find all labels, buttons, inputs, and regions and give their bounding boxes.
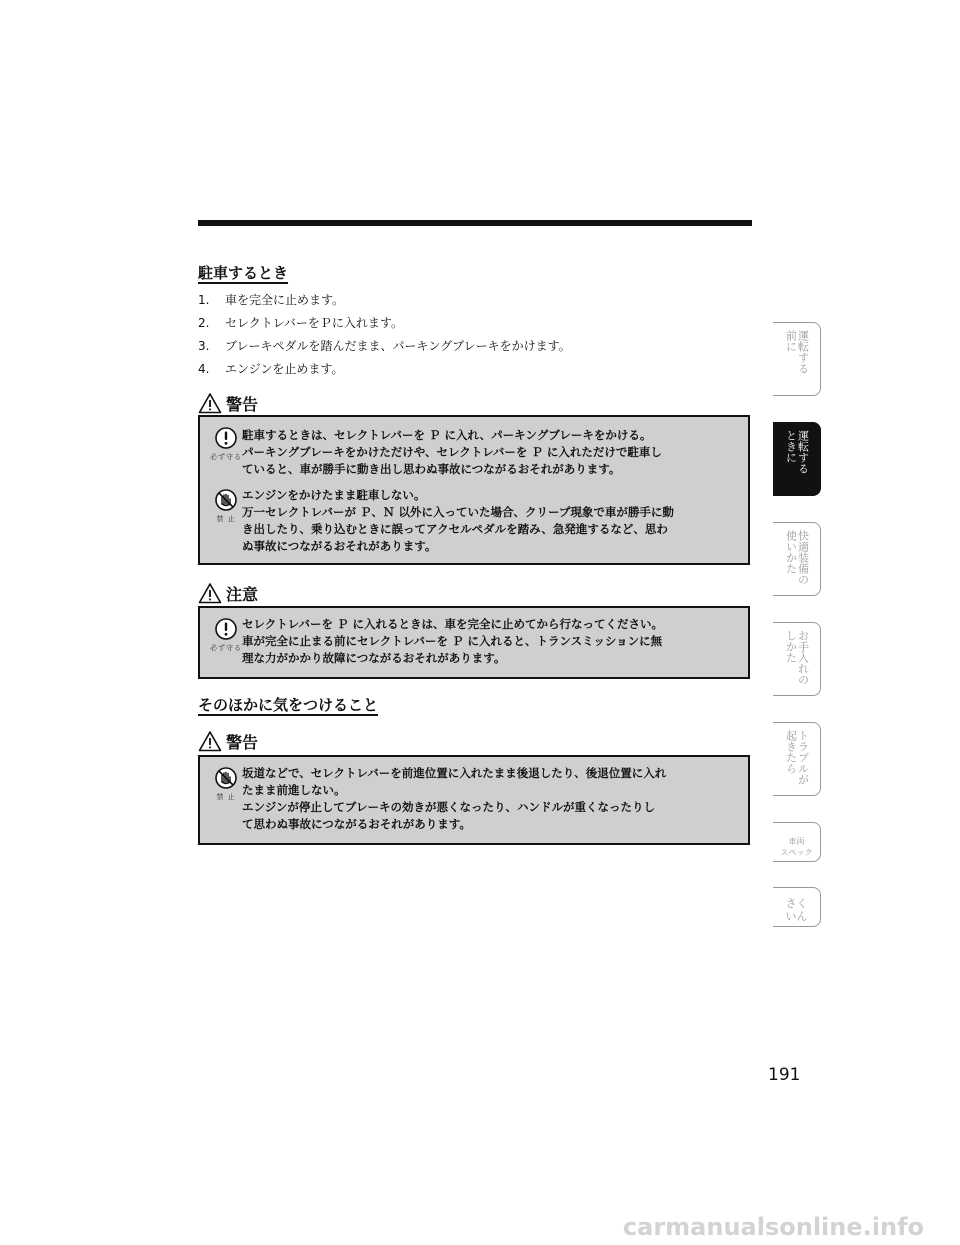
mandatory-exclamation-icon — [215, 427, 237, 449]
warning-heading: 警告 — [198, 730, 258, 752]
caution-box — [198, 606, 750, 679]
watermark: carmanualsonline.info — [622, 1213, 924, 1241]
tab-maintenance[interactable]: お手入れの しかた — [773, 622, 821, 696]
tab-index[interactable]: さく いん — [773, 887, 821, 927]
list-item: 1. 車を完全に止めます。 — [198, 293, 345, 307]
tab-troubleshooting[interactable]: トラブルが 起きたら — [773, 722, 821, 796]
list-item: 3. ブレーキペダルを踏んだまま、パーキングブレーキをかけます。 — [198, 339, 571, 353]
warning-heading: 警告 — [198, 392, 258, 414]
caution-triangle-icon — [198, 582, 222, 604]
caution-text: セレクトレバーを Ｐ に入れるときは、車を完全に止めてから行なってください。 車が完全に止まる前にセレクトレバーを Ｐ に入れると、トランスミッションに無 理な力がかかり故障につながるおそれがあります。 — [242, 617, 663, 665]
prohibited-hand-icon — [215, 767, 237, 789]
caution-heading: 注意 — [198, 582, 258, 604]
prohibited-icon-wrap: 禁 止 — [208, 767, 244, 802]
warning-box-1 — [198, 415, 750, 565]
prohibited-hand-icon — [215, 489, 237, 511]
warning-box-2 — [198, 755, 750, 845]
warning-triangle-icon — [198, 730, 222, 752]
list-item: 4. エンジンを止めます。 — [198, 362, 344, 376]
tab-before-driving[interactable]: 運転する 前に — [773, 322, 821, 396]
top-rule — [198, 220, 752, 226]
tab-while-driving[interactable]: 運転する ときに — [773, 422, 821, 496]
tab-vehicle-specs[interactable]: 車両 スペック — [773, 822, 821, 862]
section-title-parking: 駐車するとき — [198, 264, 289, 282]
warning-text: 坂道などで、セレクトレバーを前進位置に入れたまま後退したり、後退位置に入れ たまま前進しない。 エンジンが停止してブレーキの効きが悪くなったり、ハンドルが重くなったりし て思わぬ事故につながるおそれがあります。 — [242, 766, 667, 831]
mandatory-icon-wrap: 必ず守る — [208, 427, 244, 462]
warning-text: 駐車するときは、セレクトレバーを Ｐ に入れ、パーキングブレーキをかける。 パーキングブレーキをかけただけや、セレクトレバーを Ｐ に入れただけで駐車し ていると、車が勝手に動き出し思わぬ事故につながるおそれがあります。 — [242, 428, 662, 476]
list-item: 2. セレクトレバーをＰに入れます。 — [198, 316, 403, 330]
parking-steps — [198, 291, 571, 383]
page-number: 191 — [768, 1065, 801, 1085]
warning-text: エンジンをかけたまま駐車しない。 万一セレクトレバーが Ｐ、Ｎ 以外に入っていた場合、クリープ現象で車が勝手に動 き出したり、乗り込むときに誤ってアクセルペダルを踏み、急発進するなど、思わ ぬ事故につながるおそれがあります。 — [242, 488, 674, 553]
mandatory-icon-wrap: 必ず守る — [208, 618, 244, 653]
prohibited-icon-wrap: 禁 止 — [208, 489, 244, 524]
mandatory-exclamation-icon — [215, 618, 237, 640]
section-title-other-precautions: そのほかに気をつけること — [198, 696, 379, 714]
tab-comfort-equipment[interactable]: 快適装備の 使いかた — [773, 522, 821, 596]
warning-triangle-icon — [198, 392, 222, 414]
